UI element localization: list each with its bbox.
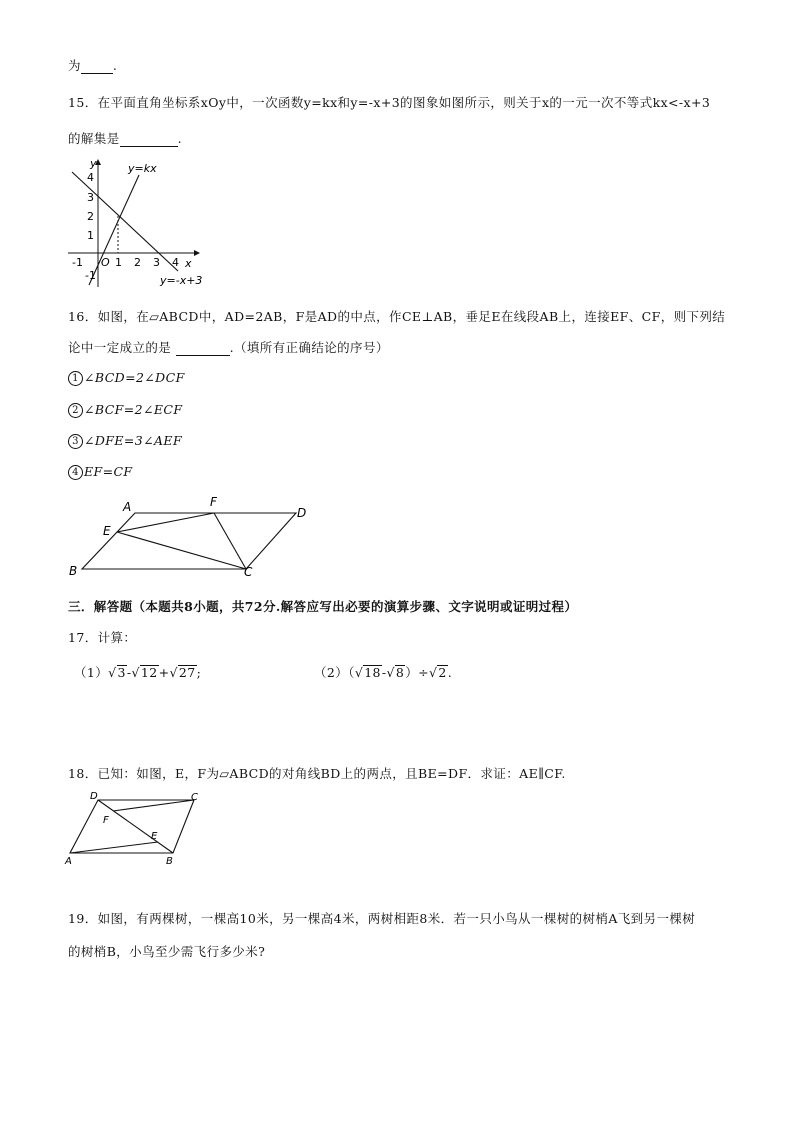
q16-end: .（填所有正确结论的序号） bbox=[229, 340, 389, 355]
radicand-2: 2 bbox=[438, 665, 447, 680]
q16-option-3 bbox=[68, 433, 182, 449]
x-axis-label: x bbox=[185, 257, 192, 270]
x-tick-neg1: -1 bbox=[72, 256, 83, 269]
point-e-label: E bbox=[103, 524, 111, 538]
q17-part2-end: . bbox=[447, 665, 453, 680]
op-minus-2: - bbox=[381, 665, 387, 680]
x-tick-3: 3 bbox=[153, 256, 160, 269]
q15-prompt: 的解集是 bbox=[68, 131, 120, 146]
x-axis-arrow-icon bbox=[194, 250, 200, 256]
q15-line2 bbox=[68, 131, 182, 147]
y-tick-2: 2 bbox=[87, 210, 94, 223]
point-a-label: A bbox=[123, 500, 132, 514]
segment-ec bbox=[117, 532, 246, 569]
line-y-kx bbox=[89, 175, 139, 285]
point-d-label: D bbox=[297, 506, 307, 520]
y-tick-1: 1 bbox=[87, 229, 94, 242]
q16-prompt: 论中一定成立的是 bbox=[68, 340, 172, 355]
radicand-3: 3 bbox=[117, 665, 126, 680]
q16-option-3-text: ∠DFE=3∠AEF bbox=[84, 433, 183, 448]
q19-line1: 19．如图，有两棵树，一棵高10米，另一棵高4米，两树相距8米．若一只小鸟从一棵树的树梢A飞到另一棵树 bbox=[68, 911, 696, 926]
point-f-label: F bbox=[210, 495, 217, 509]
prev-answer-end: . bbox=[112, 58, 118, 73]
x-tick-2: 2 bbox=[134, 256, 141, 269]
q17-part1-label: （1） bbox=[74, 665, 109, 680]
circle-number-2: 2 bbox=[68, 403, 83, 418]
q17-part2-label: （2） bbox=[314, 665, 349, 680]
q15-line1: 15．在平面直角坐标系xOy中，一次函数y=kx和y=-x+3的图象如图所示，则关于x的一元一次不等式kx<-x+3 bbox=[68, 95, 711, 110]
close-paren-divide: ）÷ bbox=[405, 665, 430, 680]
q16-option-2 bbox=[68, 402, 182, 418]
q15-answer-blank[interactable] bbox=[120, 133, 178, 147]
q17-title: 17．计算： bbox=[68, 630, 137, 645]
q16-answer-blank[interactable] bbox=[176, 342, 230, 356]
y-tick-3: 3 bbox=[87, 191, 94, 204]
point-d2-label: D bbox=[90, 791, 98, 802]
op-minus: - bbox=[126, 665, 132, 680]
q16-option-1-text: ∠BCD=2∠DCF bbox=[84, 370, 185, 385]
x-tick-1: 1 bbox=[115, 256, 122, 269]
answer-blank[interactable] bbox=[81, 60, 113, 74]
q17-part2: （2）（√18-√8）÷√2. bbox=[314, 665, 453, 680]
q16-line2 bbox=[68, 340, 389, 356]
x-tick-4: 4 bbox=[172, 256, 179, 269]
q17-part1-end: ; bbox=[196, 665, 202, 680]
op-plus: + bbox=[158, 665, 170, 680]
radicand-18: 18 bbox=[364, 665, 381, 680]
point-b2-label: B bbox=[166, 856, 173, 867]
q17-part1: （1）√3-√12+√27; bbox=[74, 665, 202, 680]
q18-parallelogram-figure bbox=[60, 788, 220, 868]
segment-cf bbox=[113, 800, 194, 811]
circle-number-4: 4 bbox=[68, 465, 83, 480]
q15-graph bbox=[60, 155, 220, 290]
origin-label: O bbox=[101, 256, 110, 269]
q16-option-2-text: ∠BCF=2∠ECF bbox=[84, 402, 183, 417]
prev-answer-line bbox=[68, 58, 117, 74]
q19-line2: 的树梢B，小鸟至少需飞行多少米? bbox=[68, 944, 266, 959]
radicand-8: 8 bbox=[395, 665, 405, 680]
q16-option-4-text: EF=CF bbox=[84, 464, 133, 479]
circle-number-1: 1 bbox=[68, 371, 83, 386]
point-b-label: B bbox=[69, 564, 78, 578]
point-a2-label: A bbox=[65, 856, 72, 867]
q15-end: . bbox=[177, 131, 182, 146]
prev-answer-label: 为 bbox=[68, 58, 81, 73]
y-axis-label: y bbox=[90, 157, 97, 170]
point-c-label: C bbox=[244, 565, 253, 579]
radicand-12: 12 bbox=[140, 665, 158, 680]
y-tick-4: 4 bbox=[87, 171, 94, 184]
q16-parallelogram-figure bbox=[60, 495, 320, 585]
point-f2-label: F bbox=[103, 815, 109, 826]
segment-fc bbox=[214, 513, 246, 569]
q16-option-1 bbox=[68, 370, 185, 386]
section3-title: 三．解答题（本题共8小题，共72分.解答应写出必要的演算步骤、文字说明或证明过程） bbox=[68, 599, 578, 614]
q16-option-4 bbox=[68, 464, 133, 480]
q18-text: 18．已知：如图，E，F为▱ABCD的对角线BD上的两点，且BE=DF．求证：AE∥CF. bbox=[68, 766, 566, 781]
point-c2-label: C bbox=[191, 792, 198, 803]
point-e2-label: E bbox=[151, 831, 158, 842]
circle-number-3: 3 bbox=[68, 434, 83, 449]
q16-line1: 16．如图，在▱ABCD中，AD=2AB，F是AD的中点，作CE⊥AB，垂足E在线段AB上，连接EF、CF，则下列结 bbox=[68, 309, 726, 324]
segment-ae bbox=[70, 842, 158, 853]
radicand-27: 27 bbox=[178, 665, 196, 680]
parallelogram-abcd bbox=[82, 513, 296, 569]
label-neg-x-plus-3: y=-x+3 bbox=[160, 274, 203, 287]
label-kx: y=kx bbox=[128, 162, 157, 175]
open-paren: （ bbox=[348, 665, 355, 680]
y-tick-neg1: -1 bbox=[85, 269, 96, 282]
